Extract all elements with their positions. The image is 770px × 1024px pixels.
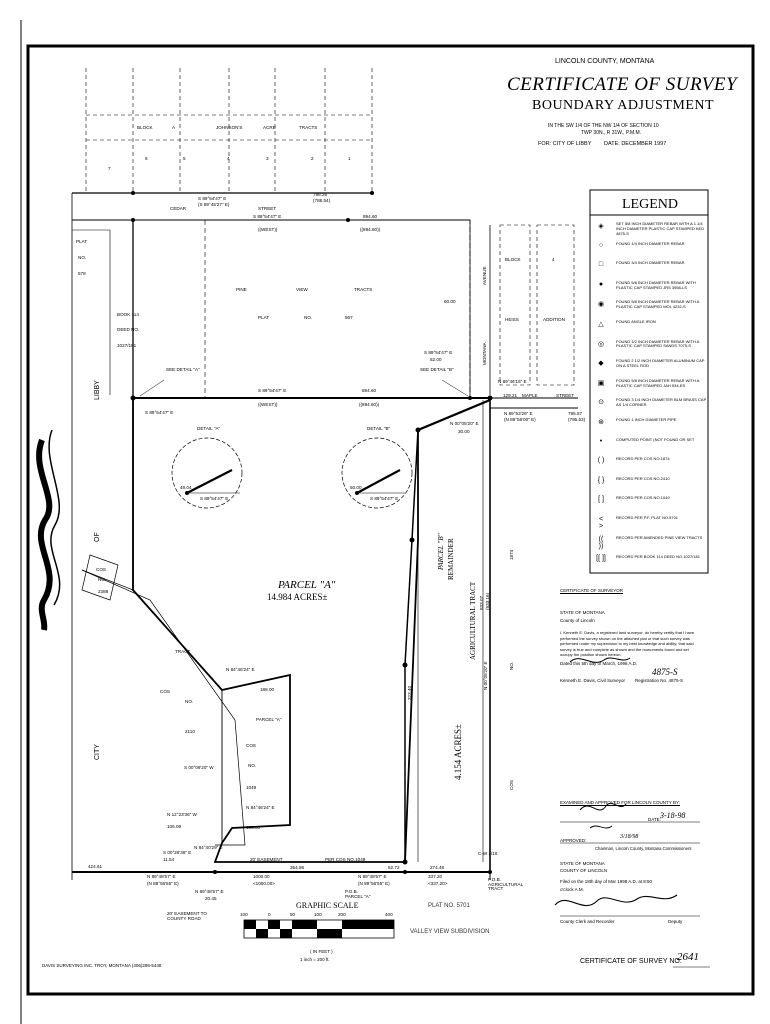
surveyor-firm: DAVIS SURVEYING INC. TROY, MONTANA (406)295-5448: [42, 963, 162, 968]
distance: 60.00: [444, 299, 456, 304]
distance: <1000.00>: [253, 881, 275, 886]
bearing: S 00°09'20" W: [184, 765, 214, 770]
legend-item-text: FOUND 5/8 INCH DIAMETER REBAR WITH A PLASTIC CAP STAMPED MOL 4232-S: [616, 299, 700, 310]
graphic-scale-bar: [244, 920, 394, 938]
plat-label: PLAT: [258, 315, 270, 320]
certificate-surveyor-heading: CERTIFICATE OF SURVEYOR: [560, 588, 624, 593]
cos-label: COS: [160, 689, 170, 694]
bearing: N 89°53'26" E: [504, 411, 533, 416]
view-label: VIEW: [296, 287, 308, 292]
legend-item-text: FOUND 1/2 INCH DIAMETER REBAR WITH A PLASTIC CAP STAMPED SANDS 7075-S: [616, 338, 700, 349]
scale-tick: 50: [290, 912, 296, 917]
parcel-a-label: PARCEL "A": [278, 579, 336, 591]
deed-no-label: DEED NO.: [117, 327, 140, 332]
johnsons-label: JOHNSON'S: [216, 125, 243, 130]
distance: 337.20: [428, 874, 443, 879]
legend-symbol-icon: ◉: [597, 301, 605, 309]
cos-1874-value: 1874: [509, 549, 514, 560]
scale-tick: 100: [240, 912, 248, 917]
approved-date: 3/18/98: [620, 834, 639, 840]
plat-5701-label: PLAT NO. 5701: [428, 903, 470, 909]
bearing: S 89°54'47" E: [253, 214, 282, 219]
parcel-b-label: PARCEL "B": [437, 533, 445, 570]
legend-symbol-icon: ◈: [598, 223, 604, 230]
clerk-label: County Clerk and Recorder: [560, 919, 615, 924]
distance: 894.60: [362, 388, 377, 393]
bearing: N 84°46'24" E: [226, 667, 255, 672]
cos-2388-label: COS: [96, 567, 106, 572]
legend-symbol-icon: •: [599, 437, 603, 445]
distance: 49.04: [180, 485, 192, 490]
distance: 1000.00: [253, 874, 270, 879]
of-label: OF: [94, 532, 101, 542]
registration-handwritten: 4875-S: [652, 667, 678, 677]
distance: 795.57: [568, 411, 583, 416]
easement-county-road: 20' EASEMENT TO COUNTY ROAD: [167, 911, 207, 921]
libby-label: LIBBY: [94, 380, 101, 400]
detail-b-label: DETAIL "B": [367, 426, 391, 431]
distance: 188.00: [260, 687, 275, 692]
cos-2388-no: NO.: [98, 577, 107, 582]
approved-label: APPROVED:: [560, 838, 587, 843]
tracts-label: TRACTS: [299, 125, 318, 130]
distance: 30.00: [458, 429, 470, 434]
avenue-label: AVENUE: [482, 266, 487, 285]
block-number: 4: [552, 257, 555, 262]
lot-label: 6: [145, 156, 148, 161]
distance: 894.60: [363, 214, 378, 219]
approval-heading: EXAMINED AND APPROVED FOR LINCOLN COUNTY BY:: [560, 800, 680, 805]
easement-label: 20' EASEMENT: [250, 857, 283, 862]
montana-label: MONTANA: [482, 342, 487, 365]
bearing: N 00°05'20" E: [483, 661, 488, 690]
deputy-label: Deputy: [668, 919, 683, 924]
block-label: BLOCK: [505, 257, 521, 262]
plat-no-value: 567: [345, 315, 353, 320]
legend-symbol-icon: { }: [597, 476, 605, 484]
legend-item-text: FOUND 1/4 INCH DIAMETER REBAR: [616, 240, 685, 246]
bearing: N 00°05'20" E: [450, 421, 479, 426]
lot-label: 5: [183, 156, 186, 161]
bearing: S 89°54'47" E: [200, 496, 229, 501]
lot-label: 4: [227, 156, 230, 161]
legend-symbol-icon: ●: [598, 280, 604, 288]
bearing: ((WEST)): [258, 227, 278, 232]
plat-no-label: NO.: [304, 315, 313, 320]
lot-label: 7: [108, 166, 111, 171]
lot-label: 1: [348, 156, 351, 161]
distance: (833.16): [485, 592, 490, 610]
bearing: S 89°54'47" E: [258, 388, 287, 393]
distance: (795.53): [568, 417, 586, 422]
bearing: N 89°48'57" E: [195, 889, 224, 894]
legend-item-text: RECORD PER AMENDED PINE VIEW TRACTS: [616, 534, 703, 540]
location-line-2: TWP 30N., R 31W., P.M.M.: [581, 130, 642, 136]
scale-tick: 200: [338, 912, 346, 917]
legend-symbol-icon: (( )): [598, 535, 604, 550]
parcel-a-small-label: PARCEL "A": [256, 717, 282, 722]
filed-line: Filed on the 18th day of Mar 1998 A.D. at 8:50: [560, 879, 653, 884]
legend-item-text: FOUND 3 1/4 INCH DIAMETER BLM BRASS CAP AS 1/4 CORNER: [616, 397, 707, 408]
distance: 188.00: [246, 825, 261, 830]
cos-no-label: NO.: [185, 699, 194, 704]
legend-title: LEGEND: [622, 197, 678, 212]
legend-symbol-icon: △: [598, 321, 604, 328]
chairman-label: Chairman, Lincoln County, Montana Commissioners: [595, 846, 692, 851]
bearing: (N 89°56'55" E): [358, 881, 390, 886]
certificate-number-label: CERTIFICATE OF SURVEY NO.: [580, 958, 682, 965]
distance: 129.21: [503, 393, 518, 398]
surveyor-name: Kenneth E. Davis, Civil Surveyor: [560, 678, 626, 683]
per-cos-label: PER COS NO.1049: [325, 857, 366, 862]
tracts-label: TRACTS: [354, 287, 373, 292]
block-a-label: A: [172, 125, 176, 130]
scale-tick: 100: [314, 912, 322, 917]
legend-item-text: FOUND 5/8 INCH DIAMETER REBAR WITH A PLASTIC CAP STAMPED JAH 534-ES: [616, 377, 700, 388]
legend-symbol-icon: [[ ]]: [596, 555, 606, 563]
parcel-a-acres: 14.984 ACRES±: [267, 592, 328, 602]
legend-symbol-icon: ⊙: [598, 399, 604, 407]
state-label: STATE OF MONTANA: [560, 861, 605, 866]
distance: 424.61: [88, 864, 103, 869]
distance: ((894.60)): [359, 402, 380, 407]
scale-tick: 0: [268, 912, 271, 917]
cos-2388-value: 2388: [98, 589, 109, 594]
survey-date: DATE: DECEMBER 1997: [604, 141, 667, 147]
plat-no-label: NO.: [78, 255, 87, 260]
registration-number: Registration No. 4875-S: [635, 678, 684, 683]
distance: 52.72: [388, 865, 400, 870]
distance: 11.54: [163, 857, 175, 862]
county-header: LINCOLN COUNTY, MONTANA: [555, 58, 655, 65]
plat-label: PLAT: [76, 239, 88, 244]
document-title: CERTIFICATE OF SURVEY: [507, 74, 738, 95]
legend-symbol-icon: ▣: [597, 379, 605, 387]
cos-1049-value: 1049: [246, 785, 257, 790]
bearing: N 89°48'57" E: [147, 874, 176, 879]
legend-symbol-icon: □: [598, 261, 604, 269]
bearing: S 89°54'47" E: [370, 496, 399, 501]
state-label: STATE OF MONTANA: [560, 610, 605, 615]
distance: 833.07: [479, 595, 484, 610]
location-line-1: IN THE SW 1/4 OF THE NW 1/4 OF SECTION 10: [548, 123, 659, 129]
parcel-b-acres: 4.154 ACRES±: [453, 724, 463, 780]
legend-item-text: FOUND 2 1/2 INCH DIAMETER ALUMINUM CAP ON A STEEL ROD: [616, 358, 705, 368]
legend-symbol-icon: ○: [598, 241, 604, 249]
cw-label: C-W 1/16: [478, 851, 498, 856]
detail-a-label: DETAIL "A": [197, 426, 221, 431]
acre-label: ACRE: [263, 125, 276, 130]
deed-no-value: 1027/181: [117, 343, 137, 348]
county-label: County of Lincoln: [560, 618, 595, 623]
certificate-date: Dated this 5th day of March, 1998 A.D.: [560, 661, 638, 666]
approval-date: 3-18-98: [660, 811, 686, 820]
distance: 106.09: [167, 824, 182, 829]
distance: 354.86: [290, 865, 305, 870]
valley-view-label: VALLEY VIEW SUBDIVISION: [410, 929, 490, 935]
legend-item-text: RECORD PER COS NO.1049: [616, 495, 670, 501]
maple-label: MAPLE: [522, 393, 538, 398]
distance: 52.00: [430, 357, 442, 362]
cos-label: COS: [509, 780, 514, 790]
see-detail-a: SEE DETAIL "A": [166, 367, 200, 372]
no-label: NO.: [509, 661, 514, 670]
street-label: STREET: [258, 206, 277, 211]
legend-item-text: FOUND ANGLE IRON: [616, 319, 656, 324]
certificate-body: I, Kenneth E. Davis, a registered land surveyor, do hereby certify that I have performed the survey shown on the attached plat or that such survey was performed under my supervision to my best knowledge and ability; that said survey is true and complete as shown and the monuments found and set occupy the position shown hereon.: [560, 630, 695, 658]
scale-unit: ( IN FEET ): [310, 949, 333, 954]
legend-symbol-icon: ( ): [597, 457, 605, 465]
distance: 788.26: [313, 192, 328, 197]
client-label: FOR: CITY OF LIBBY: [538, 141, 592, 147]
legend-symbol-icon: [ ]: [598, 496, 604, 504]
book-label: BOOK 114: [117, 312, 139, 317]
distance: ((894.60)): [360, 227, 381, 232]
binding-ribbon: [39, 440, 50, 630]
bearing: S 89°54'47" E: [198, 196, 227, 201]
remainder-label: REMAINDER: [447, 538, 455, 580]
legend-item-text: COMPUTED POINT (NOT FOUND OR SET: [616, 436, 695, 442]
bearing: (N 89°56'00" E): [504, 417, 536, 422]
bearing: S 00°26'36" E: [163, 850, 192, 855]
block-label: BLOCK: [137, 125, 153, 130]
distance: <337.20>: [428, 881, 448, 886]
legend-item-text: RECORD PER COS NO.1874: [616, 456, 670, 462]
distance: (788.54): [313, 198, 331, 203]
distance: 20.45: [205, 896, 217, 901]
parcel-a-boundary: [133, 398, 490, 862]
legend-symbol-icon: < >: [598, 516, 604, 530]
bearing: N 89°46'15" E: [498, 379, 527, 384]
cedar-label: CEDAR: [170, 206, 187, 211]
plat-no-value: 578: [78, 271, 86, 276]
document-subtitle: BOUNDARY ADJUSTMENT: [532, 98, 715, 113]
legend-symbol-icon: ⊛: [598, 419, 604, 426]
legend-item-text: RECORD PER BOOK 114 DEED NO.1027/181: [616, 554, 700, 560]
distance: 274.48: [430, 865, 445, 870]
cos-no-label: NO.: [248, 763, 257, 768]
scale-ratio: 1 inch = 200 ft.: [300, 957, 330, 962]
agricultural-tract-label: AGRICULTURAL TRACT: [469, 581, 477, 660]
lot-label: 3: [266, 156, 269, 161]
graphic-scale-title: GRAPHIC SCALE: [296, 901, 359, 910]
street-label: STREET: [556, 393, 575, 398]
legend-item-text: FOUND 1 INCH DIAMETER PIPE: [616, 417, 677, 422]
legend-item-text: RECORD PER P.F. PLAT NO.5701: [616, 515, 679, 520]
tract-label: TRACT: [175, 649, 191, 654]
bearing: S 89°54'47" E: [424, 350, 453, 355]
legend-item-text: RECORD PER COS NO.2410: [616, 475, 670, 481]
bearing: N 84°40'29" E: [194, 845, 223, 850]
legend-item-text: FOUND 3/4 INCH DIAMETER REBAR: [616, 260, 685, 266]
legend-symbol-icon: ◎: [597, 340, 605, 348]
lot-label: 2: [311, 156, 314, 161]
bearing: (S 89°45'27" E): [198, 202, 230, 207]
cos-label: COS: [246, 743, 256, 748]
oclock-label: o'clock A.M.: [560, 887, 584, 892]
legend-item-text: SET 5/8 INCH DIAMETER REBAR WITH A 1 1/4 INCH DIAMETER PLASTIC CAP STAMPED KED 4875-S: [616, 221, 705, 236]
bearing: N 89°48'57" E: [358, 874, 387, 879]
city-label: CITY: [94, 744, 101, 760]
legend-symbol-icon: ◆: [598, 360, 604, 368]
distance: 323.40: [407, 685, 412, 700]
addition-label: ADDITION: [543, 317, 565, 322]
bearing: N 84°46'24" E: [246, 805, 275, 810]
see-detail-b: SEE DETAIL "B": [420, 367, 454, 372]
pob-parcel-a: P.O.B. PARCEL "A": [345, 889, 371, 899]
distance: 50.00: [350, 485, 362, 490]
bearing: ((WEST)): [258, 402, 278, 407]
certificate-number: 2641: [677, 951, 699, 963]
county-label: COUNTY OF LINCOLN: [560, 868, 608, 873]
pine-label: PINE: [236, 287, 247, 292]
scale-tick: 400: [385, 912, 393, 917]
pob-agricultural: P.O.B. AGRICULTURAL TRACT: [488, 877, 523, 892]
heiss-label: HEISS: [505, 317, 519, 322]
approval-date-label: DATE:: [648, 817, 661, 822]
cos-2110-value: 2110: [185, 729, 195, 734]
legend-item-text: FOUND 5/8 INCH DIAMETER REBAR WITH PLASTIC CAP STAMPED JRS 3958-LS: [616, 279, 696, 290]
bearing: (N 89°56'55" E): [147, 881, 179, 886]
bearing: S 89°54'47" E: [145, 410, 174, 415]
bearing: N 12°23'36" W: [167, 812, 197, 817]
